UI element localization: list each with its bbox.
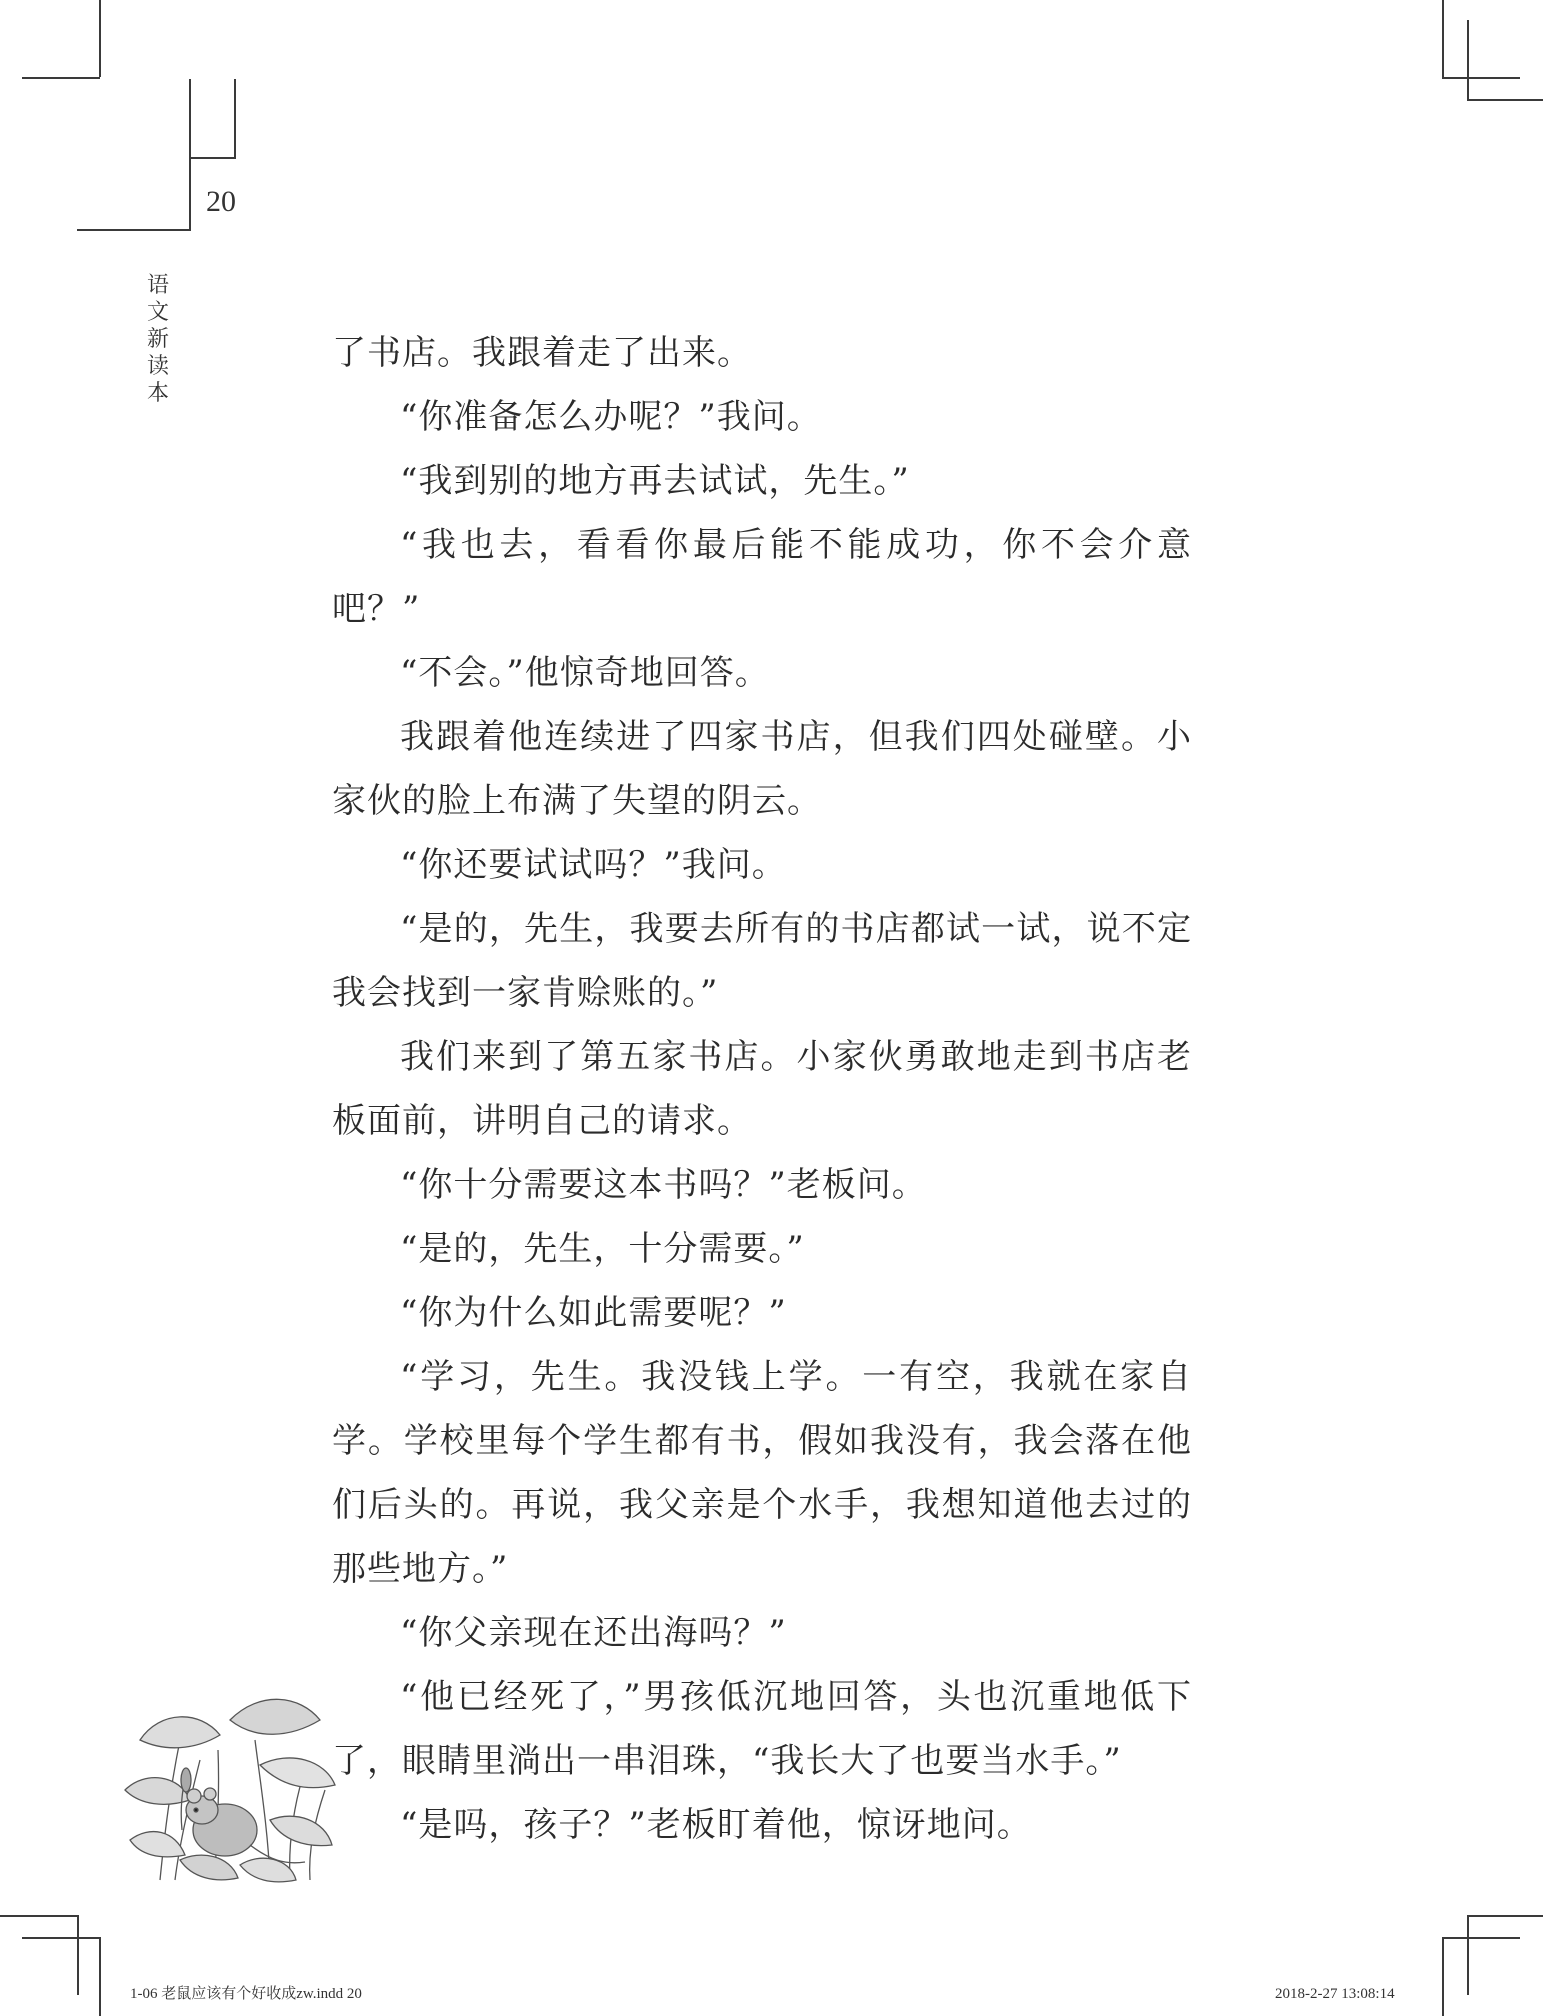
paragraph: “我也去，看看你最后能不能成功，你不会介意吧？”	[332, 525, 1192, 629]
paragraph: “我到别的地方再去试试，先生。”	[400, 461, 910, 501]
paragraph: “你父亲现在还出海吗？”	[400, 1613, 787, 1653]
paragraph: “是吗，孩子？”老板盯着他，惊讶地问。	[400, 1805, 1032, 1845]
paragraph: 我跟着他连续进了四家书店，但我们四处碰壁。小家伙的脸上布满了失望的阴云。	[332, 717, 1192, 821]
paragraph: “他已经死了，”男孩低沉地回答，头也沉重地低下了，眼睛里淌出一串泪珠，“我长大了也要当水手。”	[332, 1677, 1192, 1781]
paragraph: “你准备怎么办呢？”我问。	[400, 397, 822, 437]
print-file-info: 1-06 老鼠应该有个好收成zw.indd 20	[130, 1986, 362, 2002]
page-number: 20	[206, 185, 236, 218]
paragraph: “你为什么如此需要呢？”	[400, 1293, 787, 1333]
paragraph: “是的，先生，十分需要。”	[400, 1229, 805, 1269]
paragraph: “你还要试试吗？”我问。	[400, 845, 787, 885]
paragraph: 我们来到了第五家书店。小家伙勇敢地走到书店老板面前，讲明自己的请求。	[332, 1037, 1192, 1141]
print-timestamp: 2018-2-27 13:08:14	[1275, 1986, 1395, 2002]
running-book-title: 语文新读本	[146, 273, 169, 406]
paragraph: “你十分需要这本书吗？”老板问。	[400, 1165, 927, 1205]
body-text	[332, 321, 1192, 1857]
mouse-illustration-icon	[120, 1680, 345, 1895]
paragraph: 了书店。我跟着走了出来。	[332, 333, 752, 373]
paragraph: “是的，先生，我要去所有的书店都试一试，说不定我会找到一家肯赊账的。”	[332, 909, 1192, 1013]
paragraph: “学习，先生。我没钱上学。一有空，我就在家自学。学校里每个学生都有书，假如我没有，我会落在他们后头的。再说，我父亲是个水手，我想知道他去过的那些地方。”	[332, 1357, 1192, 1589]
paragraph: “不会。”他惊奇地回答。	[400, 653, 770, 693]
